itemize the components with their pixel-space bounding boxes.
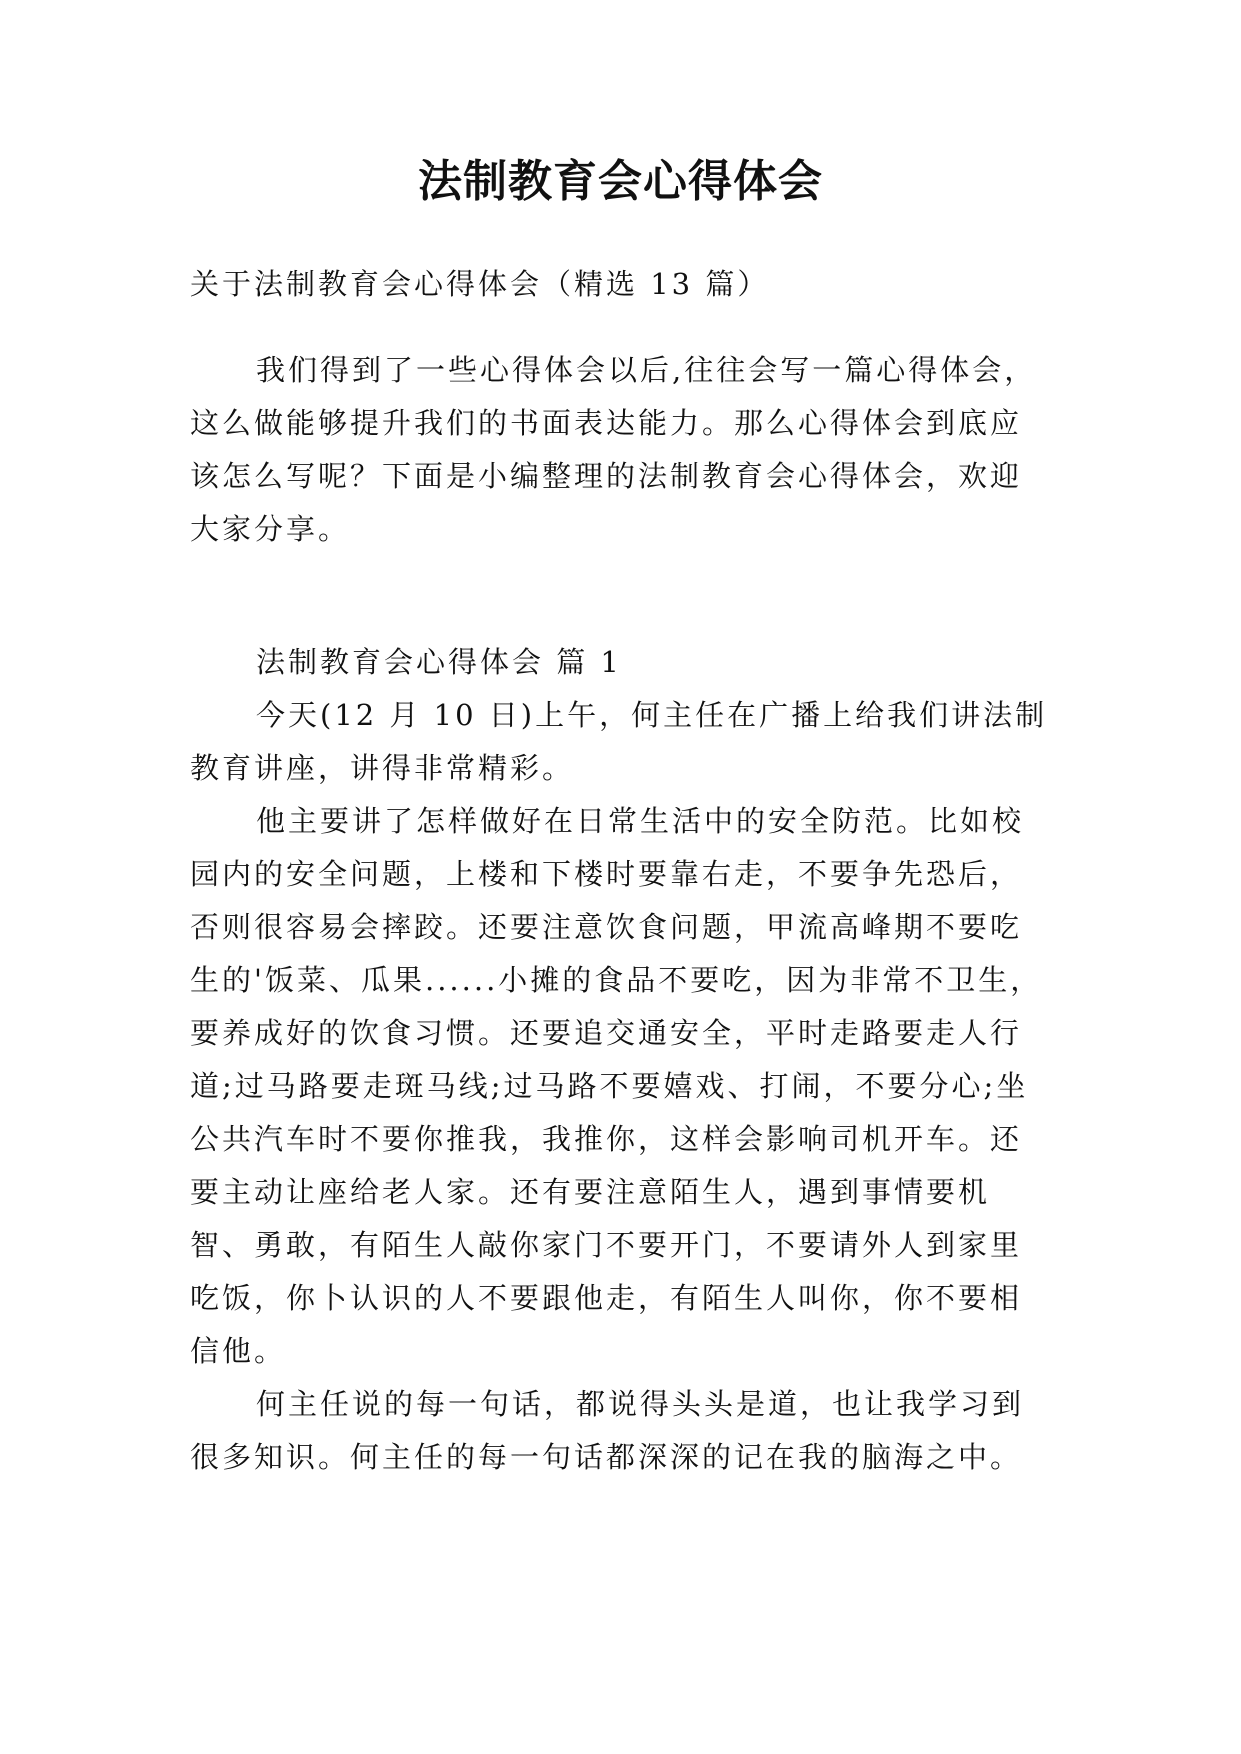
body-paragraph: 何主任说的每一句话，都说得头头是道，也让我学习到很多知识。何主任的每一句话都深深的记在我的脑海之中。 [190,1387,1025,1474]
page-title: 法制教育会心得体会 [418,156,823,207]
section-1 [190,636,1050,1484]
body-paragraph: 今天(12 月 10 日)上午，何主任在广播上给我们讲法制教育讲座，讲得非常精彩。 [190,698,1048,785]
document-subtitle: 关于法制教育会心得体会（精选 13 篇） [190,267,770,301]
section-heading: 法制教育会心得体会 篇 1 [256,645,622,679]
body-paragraph: 他主要讲了怎样做好在日常生活中的安全防范。比如校园内的安全问题，上楼和下楼时要靠右走，不要争先恐后，否则很容易会摔跤。还要注意饮食问题，甲流高峰期不要吃生的'饭菜、瓜果......小摊的食品不要吃，因为非常不卫生，要养成好的饮食习惯。还要追交通安全，平时走路要走人行道;过马路要走斑马线;过马路不要嬉戏、打闹，不要分心;坐公共汽车时不要你推我，我推你，这样会影响司机开车。还要主动让座给老人家。还有要注意陌生人，遇到事情要机智、勇敢，有陌生人敲你家门不要开门，不要请外人到家里吃饭，你卜认识的人不要跟他走，有陌生人叫你，你不要相信他。 [190,804,1043,1368]
intro-paragraph: 我们得到了一些心得体会以后,往往会写一篇心得体会，这么做能够提升我们的书面表达能力。那么心得体会到底应该怎么写呢？下面是小编整理的法制教育会心得体会，欢迎大家分享。 [190,353,1037,546]
